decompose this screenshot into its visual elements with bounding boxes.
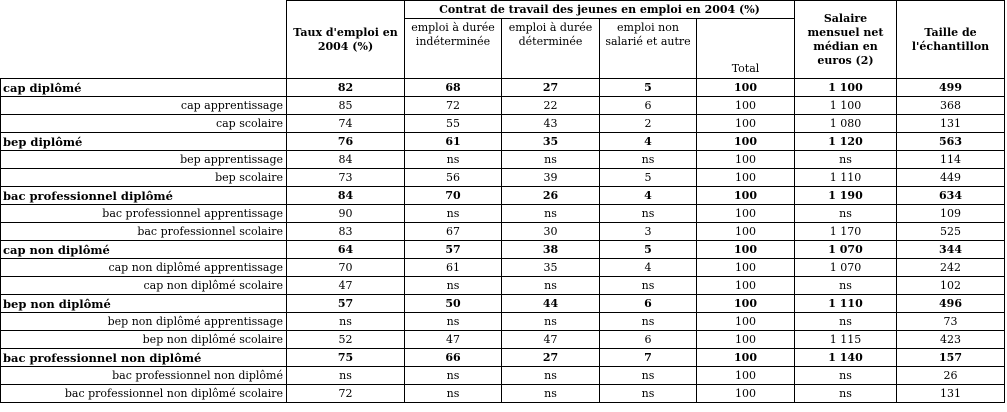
cell-cdi: 68 xyxy=(405,79,502,97)
row-label: bac professionnel scolaire xyxy=(1,223,287,241)
cell-total: 100 xyxy=(697,169,795,187)
cell-salaire: 1 080 xyxy=(795,115,897,133)
cell-salaire: 1 070 xyxy=(795,259,897,277)
table-row xyxy=(1,385,1005,403)
row-label: bac professionnel apprentissage xyxy=(1,205,287,223)
cell-non-salarie: ns xyxy=(600,313,697,331)
cell-taille-echantillon: 449 xyxy=(897,169,1005,187)
table-row xyxy=(1,79,1005,97)
cell-taux-emploi: 47 xyxy=(287,277,405,295)
row-label: cap non diplômé apprentissage xyxy=(1,259,287,277)
cell-cdi: 56 xyxy=(405,169,502,187)
cell-cdi: ns xyxy=(405,151,502,169)
cell-cdi: 66 xyxy=(405,349,502,367)
table-row xyxy=(1,331,1005,349)
cell-salaire: 1 170 xyxy=(795,223,897,241)
cell-taille-echantillon: 499 xyxy=(897,79,1005,97)
cell-taille-echantillon: 26 xyxy=(897,367,1005,385)
cell-salaire: ns xyxy=(795,205,897,223)
cell-taille-echantillon: 563 xyxy=(897,133,1005,151)
cell-total: 100 xyxy=(697,259,795,277)
cell-non-salarie: ns xyxy=(600,385,697,403)
cell-salaire: 1 110 xyxy=(795,295,897,313)
cell-taille-echantillon: 109 xyxy=(897,205,1005,223)
cell-cdi: 61 xyxy=(405,259,502,277)
cell-cdd: 39 xyxy=(502,169,600,187)
cell-salaire: ns xyxy=(795,151,897,169)
table-row xyxy=(1,259,1005,277)
cell-salaire: ns xyxy=(795,367,897,385)
cell-taux-emploi: 84 xyxy=(287,187,405,205)
cell-cdi: ns xyxy=(405,313,502,331)
cell-salaire: 1 110 xyxy=(795,169,897,187)
cell-cdi: ns xyxy=(405,385,502,403)
cell-taux-emploi: 57 xyxy=(287,295,405,313)
cell-taux-emploi: 75 xyxy=(287,349,405,367)
cell-total: 100 xyxy=(697,277,795,295)
header-taux-emploi: Taux d'emploi en 2004 (%) xyxy=(287,1,405,79)
table-row xyxy=(1,223,1005,241)
table-body xyxy=(1,79,1005,403)
cell-cdd: ns xyxy=(502,367,600,385)
cell-taille-echantillon: 242 xyxy=(897,259,1005,277)
cell-cdi: ns xyxy=(405,277,502,295)
cell-cdd: ns xyxy=(502,313,600,331)
table-row xyxy=(1,241,1005,259)
cell-salaire: 1 070 xyxy=(795,241,897,259)
cell-total: 100 xyxy=(697,151,795,169)
header-taille-echantillon: Taille de l'échantillon xyxy=(897,1,1005,79)
cell-cdi: ns xyxy=(405,205,502,223)
cell-total: 100 xyxy=(697,223,795,241)
cell-taille-echantillon: 496 xyxy=(897,295,1005,313)
cell-non-salarie: 6 xyxy=(600,331,697,349)
table-row xyxy=(1,205,1005,223)
cell-salaire: ns xyxy=(795,385,897,403)
row-label: cap diplômé xyxy=(1,79,287,97)
cell-total: 100 xyxy=(697,241,795,259)
row-label: bep diplômé xyxy=(1,133,287,151)
table-row xyxy=(1,313,1005,331)
cell-cdi: ns xyxy=(405,367,502,385)
table-row xyxy=(1,151,1005,169)
cell-cdd: ns xyxy=(502,385,600,403)
cell-cdd: 47 xyxy=(502,331,600,349)
cell-cdi: 67 xyxy=(405,223,502,241)
table-row xyxy=(1,169,1005,187)
cell-cdd: 35 xyxy=(502,133,600,151)
cell-cdd: ns xyxy=(502,151,600,169)
cell-non-salarie: 6 xyxy=(600,295,697,313)
cell-taux-emploi: 52 xyxy=(287,331,405,349)
table-row xyxy=(1,115,1005,133)
cell-taux-emploi: ns xyxy=(287,313,405,331)
cell-total: 100 xyxy=(697,79,795,97)
cell-taux-emploi: 82 xyxy=(287,79,405,97)
cell-non-salarie: ns xyxy=(600,151,697,169)
cell-cdd: 43 xyxy=(502,115,600,133)
cell-taux-emploi: ns xyxy=(287,367,405,385)
row-label: bac professionnel non diplômé xyxy=(1,349,287,367)
table-row xyxy=(1,97,1005,115)
cell-taille-echantillon: 73 xyxy=(897,313,1005,331)
cell-taux-emploi: 85 xyxy=(287,97,405,115)
cell-non-salarie: 6 xyxy=(600,97,697,115)
cell-taille-echantillon: 102 xyxy=(897,277,1005,295)
cell-total: 100 xyxy=(697,313,795,331)
cell-salaire: 1 100 xyxy=(795,97,897,115)
cell-cdd: 44 xyxy=(502,295,600,313)
row-label: bep scolaire xyxy=(1,169,287,187)
cell-cdd: 27 xyxy=(502,79,600,97)
row-label: cap non diplômé xyxy=(1,241,287,259)
cell-taux-emploi: 76 xyxy=(287,133,405,151)
cell-taille-echantillon: 368 xyxy=(897,97,1005,115)
cell-taille-echantillon: 157 xyxy=(897,349,1005,367)
row-label: bep non diplômé scolaire xyxy=(1,331,287,349)
cell-cdd: 38 xyxy=(502,241,600,259)
cell-total: 100 xyxy=(697,385,795,403)
cell-taux-emploi: 74 xyxy=(287,115,405,133)
cell-salaire: ns xyxy=(795,277,897,295)
table-row xyxy=(1,187,1005,205)
cell-cdi: 72 xyxy=(405,97,502,115)
cell-salaire: 1 115 xyxy=(795,331,897,349)
header-salaire: Salaire mensuel net médian en euros (2) xyxy=(795,1,897,79)
row-label: bac professionnel non diplômé scolaire xyxy=(1,385,287,403)
cell-salaire: ns xyxy=(795,313,897,331)
cell-salaire: 1 190 xyxy=(795,187,897,205)
header-contrat-travail: Contrat de travail des jeunes en emploi en 2004 (%) xyxy=(405,1,795,19)
cell-cdi: 47 xyxy=(405,331,502,349)
cell-total: 100 xyxy=(697,367,795,385)
row-label: bep apprentissage xyxy=(1,151,287,169)
cell-non-salarie: 4 xyxy=(600,259,697,277)
cell-total: 100 xyxy=(697,187,795,205)
table-row xyxy=(1,295,1005,313)
row-label: cap apprentissage xyxy=(1,97,287,115)
cell-cdi: 55 xyxy=(405,115,502,133)
cell-cdd: 22 xyxy=(502,97,600,115)
subheader-cdd: emploi à durée déterminée xyxy=(502,19,600,79)
row-label: bep non diplômé xyxy=(1,295,287,313)
cell-cdd: 35 xyxy=(502,259,600,277)
cell-taux-emploi: 84 xyxy=(287,151,405,169)
cell-salaire: 1 120 xyxy=(795,133,897,151)
cell-non-salarie: 4 xyxy=(600,133,697,151)
subheader-cdi: emploi à durée indéterminée xyxy=(405,19,502,79)
cell-non-salarie: 3 xyxy=(600,223,697,241)
cell-non-salarie: 7 xyxy=(600,349,697,367)
subheader-total: Total xyxy=(697,19,795,79)
cell-non-salarie: 5 xyxy=(600,79,697,97)
table-row xyxy=(1,349,1005,367)
cell-cdd: ns xyxy=(502,205,600,223)
cell-cdd: 30 xyxy=(502,223,600,241)
cell-non-salarie: ns xyxy=(600,277,697,295)
table-row xyxy=(1,367,1005,385)
cell-total: 100 xyxy=(697,115,795,133)
cell-taille-echantillon: 131 xyxy=(897,385,1005,403)
cell-salaire: 1 100 xyxy=(795,79,897,97)
cell-taux-emploi: 70 xyxy=(287,259,405,277)
cell-cdd: 27 xyxy=(502,349,600,367)
cell-taille-echantillon: 344 xyxy=(897,241,1005,259)
header-corner xyxy=(1,1,287,79)
cell-taille-echantillon: 634 xyxy=(897,187,1005,205)
cell-non-salarie: 4 xyxy=(600,187,697,205)
cell-cdd: ns xyxy=(502,277,600,295)
row-label: cap scolaire xyxy=(1,115,287,133)
cell-cdi: 70 xyxy=(405,187,502,205)
cell-taille-echantillon: 131 xyxy=(897,115,1005,133)
cell-total: 100 xyxy=(697,331,795,349)
cell-total: 100 xyxy=(697,295,795,313)
row-label: bep non diplômé apprentissage xyxy=(1,313,287,331)
cell-taux-emploi: 72 xyxy=(287,385,405,403)
cell-total: 100 xyxy=(697,133,795,151)
cell-cdi: 50 xyxy=(405,295,502,313)
cell-non-salarie: ns xyxy=(600,205,697,223)
cell-cdi: 61 xyxy=(405,133,502,151)
cell-taille-echantillon: 525 xyxy=(897,223,1005,241)
subheader-non-salarie: emploi non salarié et autre xyxy=(600,19,697,79)
cell-salaire: 1 140 xyxy=(795,349,897,367)
cell-non-salarie: 5 xyxy=(600,169,697,187)
cell-non-salarie: 5 xyxy=(600,241,697,259)
cell-taux-emploi: 90 xyxy=(287,205,405,223)
cell-non-salarie: ns xyxy=(600,367,697,385)
row-label: bac professionnel non diplômé xyxy=(1,367,287,385)
row-label: bac professionnel diplômé xyxy=(1,187,287,205)
cell-cdd: 26 xyxy=(502,187,600,205)
cell-total: 100 xyxy=(697,97,795,115)
cell-taux-emploi: 73 xyxy=(287,169,405,187)
cell-total: 100 xyxy=(697,349,795,367)
cell-taille-echantillon: 114 xyxy=(897,151,1005,169)
cell-cdi: 57 xyxy=(405,241,502,259)
table-row xyxy=(1,133,1005,151)
table-row xyxy=(1,277,1005,295)
cell-taille-echantillon: 423 xyxy=(897,331,1005,349)
cell-non-salarie: 2 xyxy=(600,115,697,133)
cell-taux-emploi: 64 xyxy=(287,241,405,259)
cell-total: 100 xyxy=(697,205,795,223)
row-label: cap non diplômé scolaire xyxy=(1,277,287,295)
cell-taux-emploi: 83 xyxy=(287,223,405,241)
